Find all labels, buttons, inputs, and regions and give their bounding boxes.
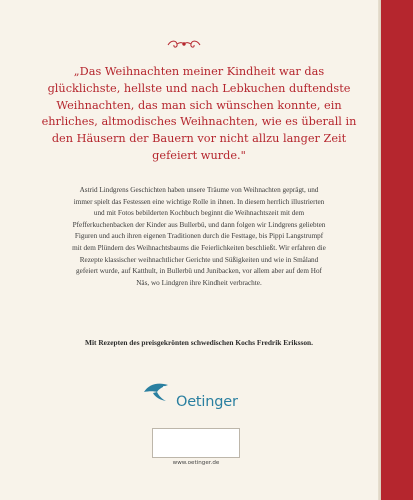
chef-note: Mit Rezepten des preisgekrönten schwedischen Kochs Fredrik Eriksson. (84, 338, 313, 347)
description-text: Astrid Lindgrens Geschichten haben unsere Träume von Weihnachten geprägt, und immer spielt das Festessen eine wichtige Rolle in ihnen. In diesem herrlich illustrierten und mit Fotos bebilderten Kochbuch beginnt die Weihnachtszeit mit dem Pfefferkuchenbacken der Kinder aus Bullerbü, und dann folgen wir Lindgrens geliebten Figuren und auch ihren eigenen Traditionen durch die Festtage, bis Pippi Langstrumpf mit dem Plündern des Weihnachtsbaums die Feierlichkeiten beschließt. Wir erfahren die Rezepte klassischer weihnachtlicher Gerichte und Süßigkeiten und wie in Småland gefeiert wurde, auf Katthult, in Bullerbü und Junibacken, vor allem aber auf dem Hof Näs, wo Lindgren ihre Kindheit verbrachte. (72, 186, 326, 287)
barcode-area (152, 428, 240, 458)
publisher-name: Oetinger (176, 394, 238, 410)
oetinger-bird-icon (140, 378, 174, 404)
publisher-logo (140, 378, 260, 418)
red-spine (381, 0, 413, 500)
publisher-website: www.oetinger.de (172, 460, 220, 466)
flourish-ornament-icon (166, 38, 202, 50)
quote-text: „Das Weihnachten meiner Kindheit war das glücklichste, hellste und nach Lebkuchen duftendste Weihnachten, das man sich wünschen konnte, ein ehrliches, altmodisches Weihnachten, wie es überall in den Häusern der Bauern vor nicht allzu langer Zeit gefeiert wurde." (41, 65, 357, 162)
